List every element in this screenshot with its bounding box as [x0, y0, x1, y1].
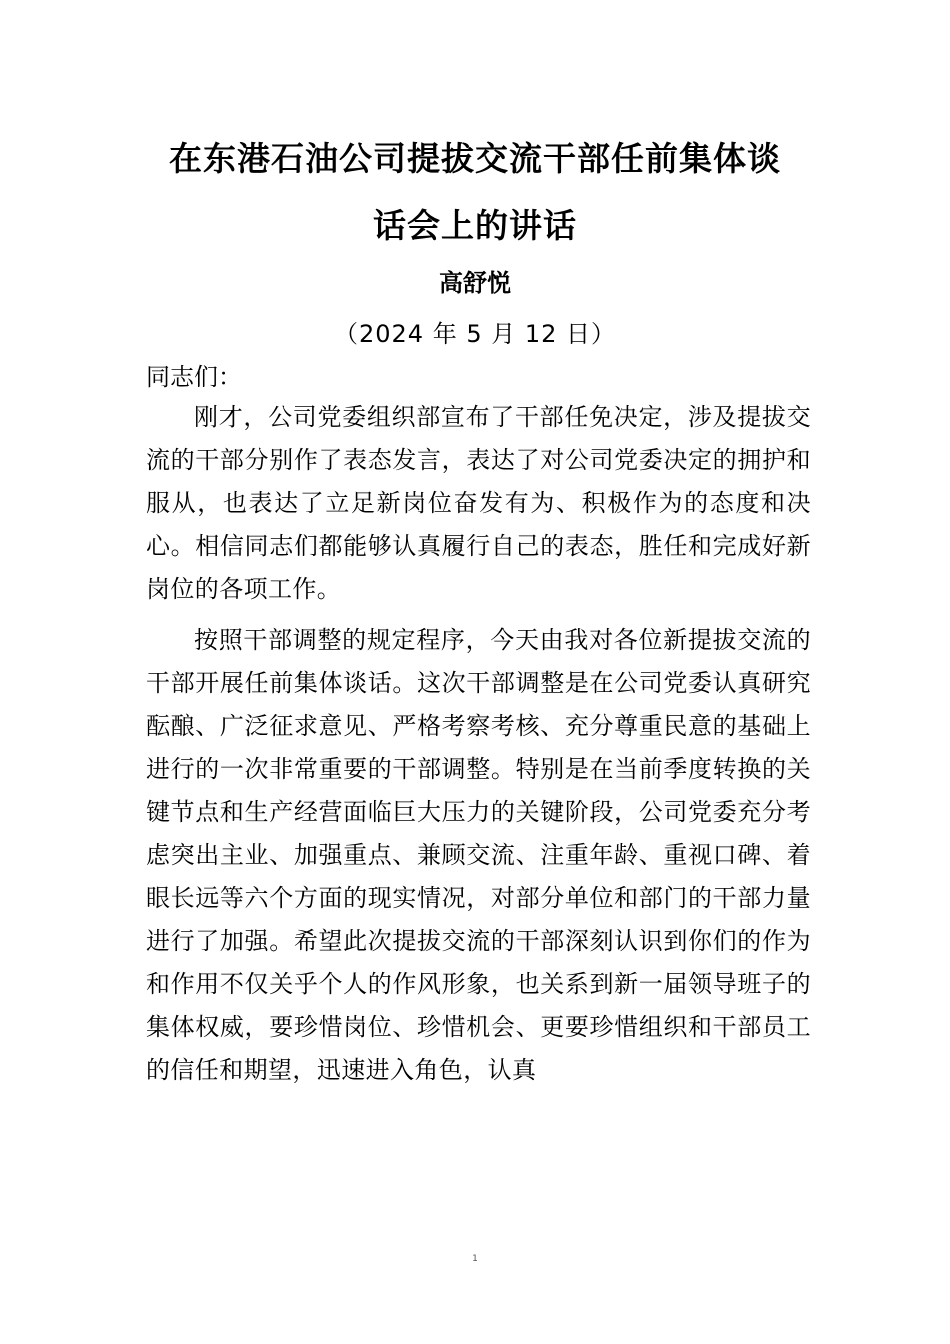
document-title-line-2: 话会上的讲话: [373, 206, 577, 245]
body-paragraph-2: 按照干部调整的规定程序，今天由我对各位新提拔交流的干部开展任前集体谈话。这次干部调整是在公司党委认真研究酝酿、广泛征求意见、严格考察考核、充分尊重民意的基础上进行的一次非常重要的干部调整。特别是在当前季度转换的关键节点和生产经营面临巨大压力的关键阶段，公司党委充分考虑突出主业、加强重点、兼顾交流、注重年龄、重视口碑、着眼长远等六个方面的现实情况，对部分单位和部门的干部力量进行了加强。希望此次提拔交流的干部深刻认识到你们的作为和作用不仅关乎个人的作风形象，也关系到新一届领导班子的集体权威，要珍惜岗位、珍惜机会、更要珍惜组织和干部员工的信任和期望，迅速进入角色，认真: [146, 626, 811, 1084]
speech-date: （2024 年 5 月 12 日）: [333, 320, 617, 348]
greeting: 同志们：: [146, 363, 242, 391]
page-number: 1: [472, 1254, 478, 1264]
body-paragraph-1: 刚才，公司党委组织部宣布了干部任免决定，涉及提拔交流的干部分别作了表态发言，表达了对公司党委决定的拥护和服从，也表达了立足新岗位奋发有为、积极作为的态度和决心。相信同志们都能够认真履行自己的表态，胜任和完成好新岗位的各项工作。: [146, 403, 811, 603]
document-title-line-1: 在东港石油公司提拔交流干部任前集体谈: [169, 139, 781, 178]
author-name: 高舒悦: [439, 269, 511, 297]
